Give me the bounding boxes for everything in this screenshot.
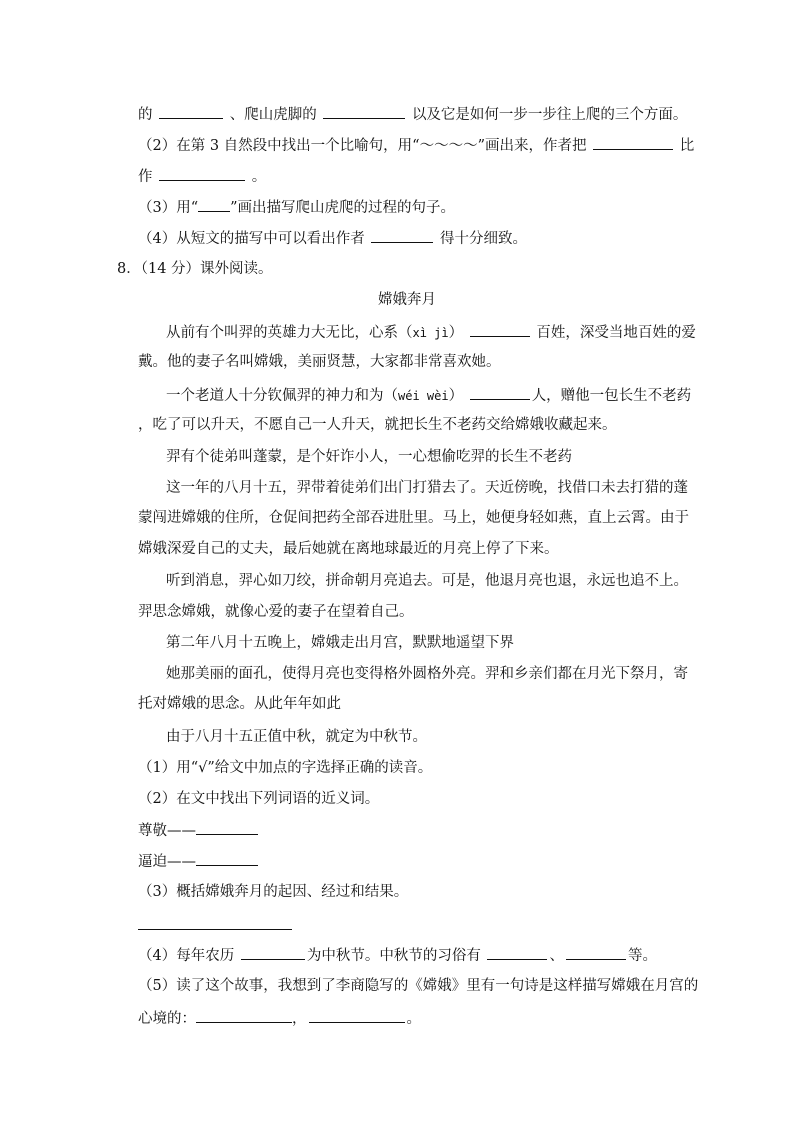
text: 。 — [406, 1011, 421, 1027]
text: 、 — [549, 948, 564, 964]
passage-paragraph-5-cont: 羿思念嫦娥，就像心爱的妻子在望着自己。 — [138, 604, 414, 620]
question-7-2-line — [138, 135, 694, 156]
text: （4）每年农历 — [138, 948, 235, 964]
passage-paragraph-7-cont: 托对嫦娥的思念。从此年年如此 — [138, 696, 341, 712]
answer-blank[interactable] — [323, 104, 405, 119]
passage-title: 嫦娥奔月 — [378, 292, 436, 308]
text: ”画出描写爬山虎爬的过程的句子。 — [230, 200, 456, 216]
question-8-4 — [138, 945, 657, 966]
answer-blank[interactable] — [371, 228, 433, 243]
text: ） — [448, 388, 464, 404]
answer-blank[interactable] — [196, 851, 258, 866]
answer-blank[interactable] — [487, 945, 547, 960]
passage-paragraph-2-cont: ，吃了可以升天，不愿自己一人升天，就把长生不老药交给嫦娥收藏起来。 — [138, 417, 617, 433]
question-8-1: （1）用“√”给文中加点的字选择正确的读音。 — [138, 760, 433, 776]
answer-blank[interactable] — [196, 820, 258, 835]
answer-blank[interactable] — [241, 945, 305, 960]
text: 的 — [138, 107, 153, 123]
pinyin-options[interactable]: wéi wèi — [398, 389, 449, 403]
text: ， — [292, 1011, 307, 1027]
answer-blank[interactable] — [566, 945, 626, 960]
text: 。 — [251, 169, 267, 185]
question-8-header: 8．（14 分）课外阅读。 — [117, 261, 273, 277]
passage-paragraph-8: 由于八月十五正值中秋，就定为中秋节。 — [166, 729, 427, 745]
text: 、爬山虎脚的 — [229, 107, 317, 123]
pinyin-options[interactable]: xì jì — [412, 326, 449, 340]
text: 人，赠他一包长生不老药 — [531, 388, 692, 404]
text: （3）用“ — [138, 200, 199, 216]
answer-blank[interactable] — [196, 1008, 292, 1023]
question-7-3-line — [138, 197, 455, 218]
passage-paragraph-1 — [166, 322, 696, 343]
text: 为中秋节。中秋节的习俗有 — [306, 948, 481, 964]
question-8-2: （2）在文中找出下列词语的近义词。 — [138, 791, 380, 807]
synonym-row-2 — [138, 851, 258, 872]
text: 百姓，深受当地百姓的爱 — [536, 325, 696, 341]
question-7-1-line — [138, 104, 687, 125]
answer-blank[interactable] — [470, 385, 530, 400]
question-7-4-line — [138, 228, 527, 249]
text: 等。 — [627, 948, 657, 964]
text: 以及它是如何一步一步往上爬的三个方面。 — [411, 107, 688, 123]
passage-paragraph-7: 她那美丽的面孔，使得月亮也变得格外圆格外亮。羿和乡亲们都在月光下祭月，寄 — [166, 666, 688, 682]
question-8-5: （5）读了这个故事，我想到了李商隐写的《嫦娥》里有一句诗是这样描写嫦娥在月宫的 — [138, 978, 699, 994]
passage-paragraph-5: 听到消息，羿心如刀绞，拼命朝月亮追去。可是，他退月亮也退，永远也追不上。 — [166, 573, 688, 589]
answer-blank[interactable] — [159, 166, 245, 181]
text: 逼迫—— — [138, 854, 196, 870]
passage-paragraph-3: 羿有个徒弟叫蓬蒙，是个奸诈小人，一心想偷吃羿的长生不老药 — [166, 449, 572, 465]
text: （4）从短文的描写中可以看出作者 — [138, 231, 365, 247]
passage-paragraph-4-cont2: 嫦娥深爱自己的丈夫，最后她就在离地球最近的月亮上停了下来。 — [138, 541, 559, 557]
underline-sample — [198, 197, 230, 212]
text: 尊敬—— — [138, 823, 196, 839]
passage-paragraph-1-cont: 戴。他的妻子名叫嫦娥，美丽贤慧，大家都非常喜欢她。 — [138, 354, 501, 370]
passage-paragraph-2 — [166, 385, 691, 406]
question-8-3: （3）概括嫦娥奔月的起因、经过和结果。 — [138, 884, 409, 900]
answer-blank[interactable] — [593, 135, 673, 150]
synonym-row-1 — [138, 820, 258, 841]
answer-blank[interactable] — [470, 322, 530, 337]
text: 从前有个叫羿的英雄力大无比，心系（ — [166, 325, 413, 341]
passage-paragraph-4: 这一年的八月十五，羿带着徒弟们出门打猎去了。天近傍晚，找借口未去打猎的蓬 — [166, 480, 688, 496]
passage-paragraph-6: 第二年八月十五晚上，嫦娥走出月宫，默默地遥望下界 — [166, 635, 514, 651]
text: （2）在第 3 自然段中找出一个比喻句，用“～～～～”画出来，作者把 — [138, 138, 587, 154]
passage-paragraph-4-cont: 蒙闯进嫦娥的住所，仓促间把药全部吞进肚里。马上，她便身轻如燕，直上云霄。由于 — [138, 510, 689, 526]
answer-blank[interactable] — [309, 1008, 405, 1023]
answer-line[interactable] — [138, 929, 292, 930]
answer-blank[interactable] — [159, 104, 223, 119]
question-7-2-line2 — [138, 166, 266, 187]
text: 比 — [679, 138, 695, 154]
text: 得十分细致。 — [439, 231, 527, 247]
text: 作 — [138, 169, 153, 185]
text: 一个老道人十分钦佩羿的神力和为（ — [166, 388, 398, 404]
question-8-5-cont — [138, 1008, 421, 1029]
text: ） — [448, 325, 464, 341]
text: 心境的： — [138, 1011, 196, 1027]
